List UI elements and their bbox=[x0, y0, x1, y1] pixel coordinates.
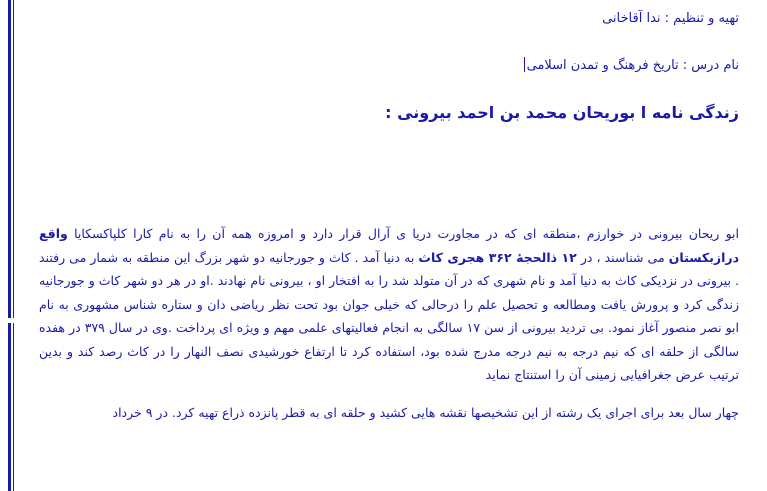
paragraph bbox=[39, 222, 739, 387]
course-line-text: نام درس : تاریخ فرهنگ و تمدن اسلامی bbox=[526, 58, 739, 73]
text-run: می شناسند ، در bbox=[576, 249, 669, 265]
text-run: چهار سال بعد برای اجرای یک رشته از این تشخیصها نقشه هایی کشید و حلقه ای به قطر پانزده ذراع تهیه کرد. در ۹ خرداد bbox=[112, 404, 739, 420]
text-run: به دنیا آمد . کاث و جورجانیه دو شهر بزرگ این منطقه به شمار می رفتند . بیرونی در نزدیکی کاث به دنیا آمد و نام شهری که در آن متولد شد را به افتخار او ، بیرونی نام نهادند .او در هر دو شهر کاث و جورجانیه زندگی کرد و پرورش یافت ومطالعه و تحصیل علم را درحالی که خیلی جوان بود تحت نظر ریاضی دان و ستاره شناس مشهوری به نام ابو نصر منصور آغاز نمود. بی تردید بیرونی از سن ۱۷ سالگی به انجام فعالیتهای علمی مهم و ویژه ای پرداخت .وی در سال ۳۷۹ در هفده سالگی از حلقه ای که نیم درجه به نیم درجه مدرج شده بود، استفاده کرد تا ارتفاع خورشیدی نصف النهار را در کاث رصد کند و بدین ترتیب عرض جغرافیایی زمینی آن را استنتاج نماید bbox=[39, 249, 740, 382]
page-left-border-inner bbox=[13, 0, 14, 491]
body-text bbox=[39, 222, 739, 438]
page-left-border-gap bbox=[6, 318, 18, 323]
document-content bbox=[22, 0, 757, 491]
paragraph bbox=[39, 401, 739, 425]
emphasis-text: ۱۲ ذالحجهٔ ۳۶۲ هجری کاث bbox=[418, 249, 577, 265]
emphasis-text: واقع درازبکستان bbox=[39, 226, 739, 265]
author-line: تهیه و تنظیم : ندا آقاخانی bbox=[602, 11, 739, 26]
text-run: ابو ریحان بیرونی در خوارزم ،منطقه ای که در مجاورت دریا ی آرال قرار دارد و امروزه همه آن را به نام کارا کلپاکسکایا bbox=[67, 226, 739, 241]
text-cursor bbox=[524, 57, 525, 72]
page-left-border bbox=[8, 0, 11, 491]
course-line bbox=[524, 57, 757, 74]
page-title: زندگی نامه ا بوریحان محمد بن احمد بیرونی : bbox=[385, 103, 739, 122]
